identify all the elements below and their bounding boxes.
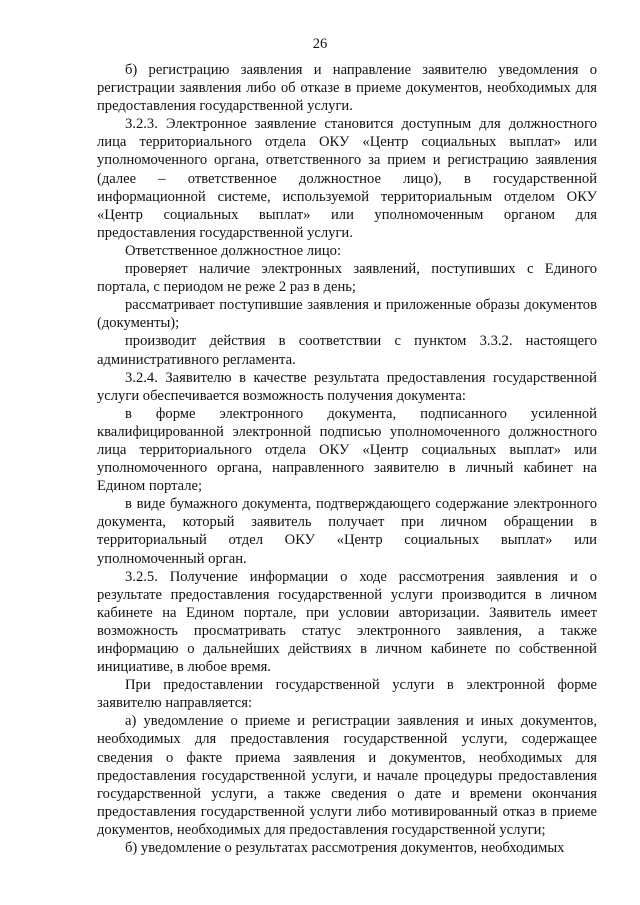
page-number: 26 [312,36,328,52]
paragraph: а) уведомление о приеме и регистрации заявления и иных документов, необходимых для предоставления государственной услуги, содержащее сведения о факте приема заявления и документов, необходимых для предоставления государственной услуги, и начале процедуры предоставления государственной услуги, а также сведения о дате и времени окончания предоставления государственной услуги либо мотивированный отказ в приеме документов, необходимых для предоставления государственной услуги; [97,713,597,838]
paragraph: проверяет наличие электронных заявлений, поступивших с Единого портала, с периодом не реже 2 раз в день; [97,261,597,296]
document-body [97,61,597,857]
paragraph: б) регистрацию заявления и направление заявителю уведомления о регистрации заявления либо об отказе в приеме документов, необходимых для предоставления государственной услуги. [97,62,597,115]
paragraph: 3.2.3. Электронное заявление становится доступным для должностного лица территориального отдела ОКУ «Центр социальных выплат» или уполномоченного органа, ответственного за прием и регистрацию заявления (далее – ответственное должностное лицо), в государственной информационной системе, используемой территориальным отделом ОКУ «Центр социальных выплат» или уполномоченным органом для предоставления государственной услуги. [97,116,597,241]
paragraph: При предоставлении государственной услуги в электронной форме заявителю направляется: [97,677,597,712]
paragraph: б) уведомление о результатах рассмотрения документов, необходимых [125,840,565,857]
paragraph: в форме электронного документа, подписанного усиленной квалифицированной электронной подписью уполномоченного должностного лица территориального отдела ОКУ «Центр социальных выплат» или уполномоченного органа, направленного заявителю в личный кабинет на Едином портале; [97,405,597,495]
paragraph: 3.2.4. Заявителю в качестве результата предоставления государственной услуги обеспечивается возможность получения документа: [97,369,597,404]
paragraph: производит действия в соответствии с пунктом 3.3.2. настоящего административного регламента. [97,333,597,368]
paragraph: рассматривает поступившие заявления и приложенные образы документов (документы); [97,297,597,332]
paragraph: Ответственное должностное лицо: [125,242,341,259]
paragraph: в виде бумажного документа, подтверждающего содержание электронного документа, который заявитель получает при личном обращении в территориальный отдел ОКУ «Центр социальных выплат» или уполномоченный орган. [97,496,597,567]
paragraph: 3.2.5. Получение информации о ходе рассмотрения заявления и о результате предоставления государственной услуги производится в личном кабинете на Едином портале, при условии авторизации. Заявитель имеет возможность просматривать статус электронного заявления, а также информацию о дальнейших действиях в личном кабинете по собственной инициативе, в любое время. [97,568,597,676]
